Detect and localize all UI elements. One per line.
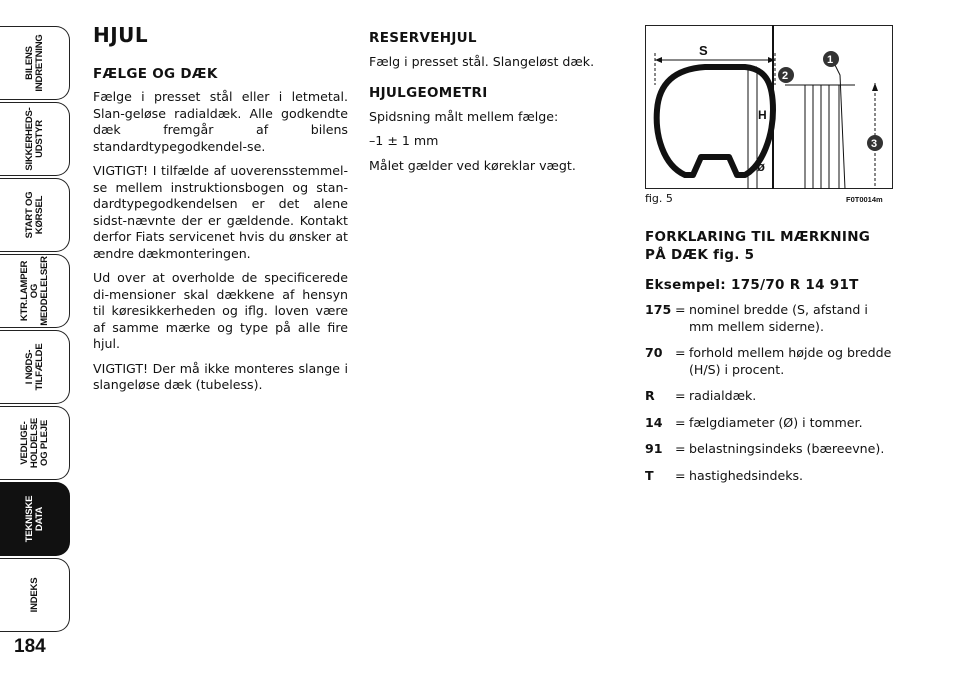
section-heading: RESERVEHJUL bbox=[369, 30, 477, 46]
tab-label: I NØDS- TILFÆLDE bbox=[23, 343, 45, 391]
paragraph: Fælg i presset stål. Slangeløst dæk. bbox=[369, 53, 595, 69]
tab-vedligeholdelse[interactable] bbox=[0, 406, 70, 480]
list-item: 91 = belastningsindeks (bæreevne). bbox=[645, 441, 885, 456]
list-item: 14 = fælgdiameter (Ø) i tommer. bbox=[645, 414, 863, 430]
section-heading: FÆLGE OG DÆK bbox=[93, 65, 218, 82]
section-heading: FORKLARING TIL MÆRKNING bbox=[645, 229, 871, 245]
label-s: S bbox=[699, 43, 708, 58]
tab-indeks[interactable] bbox=[0, 558, 70, 632]
list-item: 175 = nominel bredde (S, afstand i mm mellem siderne). bbox=[645, 302, 868, 334]
tab-label: TEKNISKE DATA bbox=[23, 495, 45, 543]
label-diameter: ø bbox=[757, 159, 765, 174]
marker-2: 2 bbox=[782, 70, 789, 82]
paragraph: Målet gælder ved køreklar vægt. bbox=[369, 157, 576, 173]
figure-code: F0T0014m bbox=[846, 195, 883, 204]
tab-bilens-indretning[interactable] bbox=[0, 26, 70, 100]
paragraph: Spidsning målt mellem fælge: bbox=[369, 108, 559, 124]
tab-i-nodstilfaelde[interactable] bbox=[0, 330, 70, 404]
figure-caption: fig. 5 bbox=[645, 192, 673, 205]
tab-label: VEDLIGE- HOLDELSE OG PLEJE bbox=[18, 417, 50, 469]
tab-label: BILENS INDRETNING bbox=[23, 34, 45, 92]
tab-start-og-korsel[interactable] bbox=[0, 178, 70, 252]
paragraph: –1 ± 1 mm bbox=[369, 133, 439, 148]
tab-ktr-lamper[interactable] bbox=[0, 254, 70, 328]
paragraph: VIGTIGT! I tilfælde af uoverensstemmel-se mellem instruktionsbogen og stan-dardtypegodkendelsen er det alene sidst-nævnte der er gældende. Kontakt derfor Fiats servicenet hvis du ønsker at ændre dækmonteringen. bbox=[93, 163, 348, 261]
middle-column bbox=[369, 30, 619, 182]
tab-label: KTR.LAMPER OG MEDDELELSER bbox=[18, 256, 50, 326]
section-heading: HJULGEOMETRI bbox=[369, 85, 488, 101]
paragraph: Fælge i presset stål eller i letmetal. Slan-geløse radialdæk. Alle godkendte dæk fremgår af bilens standardtypegodkendel-se. bbox=[93, 89, 348, 154]
marker-1: 1 bbox=[827, 54, 834, 66]
section-heading: PÅ DÆK fig. 5 bbox=[645, 247, 755, 263]
marking-list bbox=[645, 302, 895, 484]
label-h: H bbox=[758, 108, 767, 122]
left-column bbox=[93, 23, 348, 402]
tab-label: SIKKERHEDS- UDSTYR bbox=[23, 107, 45, 171]
paragraph: Ud over at overholde de specificerede di-mensioner skal dækkene af hensyn til køresikkerheden og iflg. loven være af samme mærke og type på alle fire hjul. bbox=[93, 270, 348, 351]
right-column bbox=[645, 228, 895, 494]
tab-tekniske-data[interactable] bbox=[0, 482, 70, 556]
marker-3: 3 bbox=[871, 138, 878, 150]
page-number: 184 bbox=[14, 636, 46, 657]
paragraph: VIGTIGT! Der må ikke monteres slange i slangeløse dæk (tubeless). bbox=[93, 360, 348, 392]
tab-label: START OG KØRSEL bbox=[23, 191, 45, 239]
list-item: T = hastighedsindeks. bbox=[645, 467, 804, 483]
example-line: Eksempel: 175/70 R 14 91T bbox=[645, 277, 859, 293]
list-item: 70 = forhold mellem højde og bredde (H/S) i procent. bbox=[645, 345, 892, 377]
tab-sikkerhedsudstyr[interactable] bbox=[0, 102, 70, 176]
list-item: R = radialdæk. bbox=[645, 388, 757, 403]
tab-label: INDEKS bbox=[28, 577, 40, 613]
tire-diagram bbox=[645, 25, 893, 189]
page-title: HJUL bbox=[93, 23, 149, 47]
